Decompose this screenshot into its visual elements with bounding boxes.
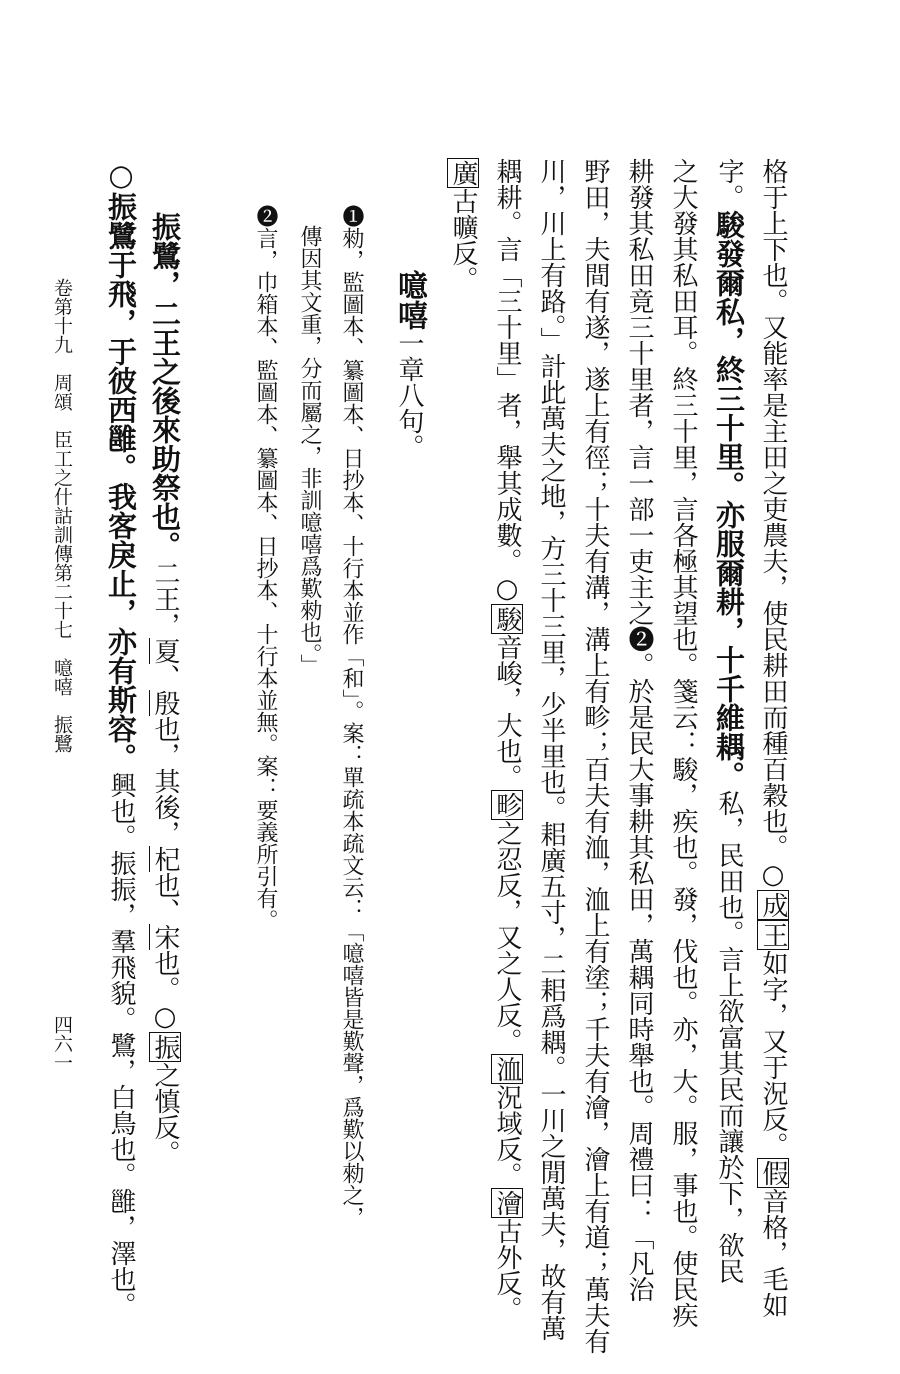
poem-preface: 振鷺，二王之後來助祭也。二王，夏、殷也，其後，杞也、宋也。○振之慎反。	[148, 212, 182, 1166]
text-column-4: 耕發其私田竟三十里者，言一部一吏主之❷。於是民大事耕其私田，萬耦同時舉也。周禮曰：「凡治	[624, 158, 654, 1302]
running-head: 卷第十九 周頌 臣工之什詁訓傳第二十七 噫嘻 振鷺	[51, 278, 73, 753]
text-column-6: 川，川上有路。」計此萬夫之地，方三十三里，少半里也。耜廣五寸，二耜爲耦。一川之閒萬夫，故有萬	[536, 158, 566, 1341]
page-number: 四六一	[51, 1015, 73, 1072]
text-column-8: 廣古曠反。	[448, 160, 478, 292]
text-column-5: 野田，夫間有遂，遂上有徑；十夫有溝，溝上有畛；百夫有洫，洫上有塗；千夫有澮，澮上有道；萬夫有	[580, 158, 610, 1354]
poem-line: ○振鷺于飛，于彼西雝。我客戾止，亦有斯容。興也。振振，羣飛貌。鷺，白鳥也。雝，澤也。	[104, 158, 138, 1318]
collation-note-1: ❶勑，監圖本、纂圖本、日抄本、十行本並作「和」。案：單疏本疏文云：「噫嘻皆是歎聲，爲歎以勑之，	[339, 205, 364, 1228]
text-column-2: 字。駿發爾私，終三十里。亦服爾耕，十千維耦。私，民田也。言上欲富其民而讓於下，欲民	[712, 158, 746, 1284]
text-column-7: 耦耕。言「三十里」者，舉其成數。○駿音峻，大也。畛之忍反，又之人反。洫況域反。澮古外反。	[492, 158, 522, 1322]
text-column-3: 之大發其私田耳。終三十里，言各極其望也。箋云：駿，疾也。發，伐也。亦，大。服，事也。使民疾	[668, 158, 698, 1328]
collation-note-2: ❷言，巾箱本、監圖本、纂圖本、日抄本、十行本並無。案：要義所引有。	[253, 205, 278, 931]
section-title: 噫嘻一章八句。	[392, 270, 427, 460]
collation-note-1-cont: 傳因其文重，分而屬之，非訓噫嘻爲歎勑也。」	[297, 225, 322, 676]
text-column-1: 格于上下也。又能率是主田之吏農夫，使民耕田而種百穀也。○成王如字，又于況反。假音格，毛如	[758, 158, 788, 1318]
